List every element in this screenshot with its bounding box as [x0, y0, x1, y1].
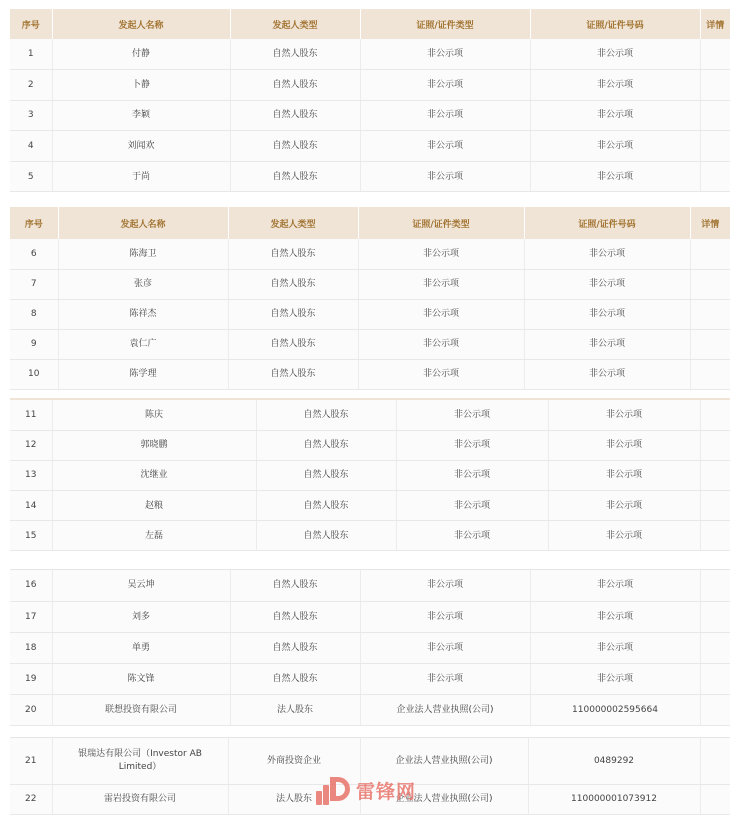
details-cell[interactable]: [690, 299, 730, 329]
details-cell[interactable]: [700, 131, 730, 162]
shareholder-type: 自然人股东: [256, 400, 396, 430]
row-index: 16: [10, 570, 52, 601]
license-number: 110000001073912: [528, 784, 700, 814]
shareholder-name: 付静: [52, 39, 230, 70]
table-row: [10, 70, 730, 101]
details-cell[interactable]: [700, 521, 730, 551]
shareholder-name: 赵粮: [52, 491, 256, 521]
row-index: 19: [10, 663, 52, 694]
details-cell[interactable]: [700, 400, 730, 430]
shareholder-name: 吴云坤: [52, 570, 230, 601]
row-index: 8: [10, 299, 58, 329]
shareholder-type: 自然人股东: [230, 161, 360, 192]
details-cell[interactable]: [700, 70, 730, 101]
table-header-row: [10, 207, 730, 239]
column-header: 证照/证件号码: [524, 207, 690, 239]
shareholder-name: 郭晓鹏: [52, 430, 256, 460]
shareholder-type: 自然人股东: [230, 570, 360, 601]
shareholder-type: 自然人股东: [228, 359, 358, 389]
table-row: [10, 632, 730, 663]
row-index: 3: [10, 100, 52, 131]
license-type: 非公示项: [358, 359, 524, 389]
table-row: [10, 601, 730, 632]
shareholder-type: 自然人股东: [256, 491, 396, 521]
shareholder-name: 沈继业: [52, 460, 256, 490]
row-index: 17: [10, 601, 52, 632]
license-type: 非公示项: [358, 239, 524, 269]
shareholder-type: 自然人股东: [228, 269, 358, 299]
shareholder-table: [10, 400, 730, 551]
license-number: 非公示项: [548, 430, 700, 460]
license-type: 非公示项: [360, 632, 530, 663]
license-number: 非公示项: [530, 161, 700, 192]
details-cell[interactable]: [700, 460, 730, 490]
row-index: 14: [10, 491, 52, 521]
row-index: 10: [10, 359, 58, 389]
table-row: [10, 39, 730, 70]
shareholder-name: 雷岩投资有限公司: [52, 784, 228, 814]
column-header: 详情: [700, 9, 730, 39]
license-type: 企业法人营业执照(公司): [360, 738, 528, 784]
table-row: [10, 430, 730, 460]
table-row: [10, 460, 730, 490]
shareholder-type: 自然人股东: [230, 601, 360, 632]
license-type: 非公示项: [396, 460, 548, 490]
shareholder-type: 外商投资企业: [228, 738, 360, 784]
license-number: 非公示项: [530, 100, 700, 131]
column-header: 发起人名称: [58, 207, 228, 239]
row-index: 4: [10, 131, 52, 162]
license-number: 非公示项: [524, 239, 690, 269]
column-header: 序号: [10, 9, 52, 39]
shareholder-type: 自然人股东: [230, 70, 360, 101]
license-type: 企业法人营业执照(公司): [360, 694, 530, 725]
row-index: 2: [10, 70, 52, 101]
shareholder-name: 单勇: [52, 632, 230, 663]
license-type: 非公示项: [358, 269, 524, 299]
shareholder-type: 自然人股东: [228, 239, 358, 269]
row-index: 20: [10, 694, 52, 725]
column-header: 序号: [10, 207, 58, 239]
table-row: [10, 239, 730, 269]
shareholder-name: 于尚: [52, 161, 230, 192]
license-number: 非公示项: [524, 359, 690, 389]
column-header: 发起人类型: [230, 9, 360, 39]
table-row: [10, 491, 730, 521]
shareholder-name: 陈祥杰: [58, 299, 228, 329]
details-cell[interactable]: [700, 601, 730, 632]
details-cell[interactable]: [700, 491, 730, 521]
table-row: [10, 400, 730, 430]
table-row: [10, 570, 730, 601]
license-number: 非公示项: [530, 70, 700, 101]
shareholder-table: [10, 207, 730, 390]
watermark-logo-icon: [316, 775, 350, 805]
row-index: 15: [10, 521, 52, 551]
table-row: [10, 329, 730, 359]
table-row: [10, 131, 730, 162]
license-type: 非公示项: [360, 161, 530, 192]
details-cell[interactable]: [690, 239, 730, 269]
details-cell[interactable]: [700, 570, 730, 601]
license-number: 非公示项: [524, 299, 690, 329]
shareholder-table: [10, 9, 730, 192]
shareholder-name: 陈文锋: [52, 663, 230, 694]
column-header: 证照/证件号码: [530, 9, 700, 39]
license-type: 非公示项: [358, 329, 524, 359]
license-type: 企业法人营业执照(公司): [360, 784, 528, 814]
license-number: 非公示项: [530, 601, 700, 632]
license-type: 非公示项: [360, 100, 530, 131]
details-cell[interactable]: [700, 632, 730, 663]
row-index: 9: [10, 329, 58, 359]
shareholder-type: 自然人股东: [230, 39, 360, 70]
license-type: 非公示项: [360, 601, 530, 632]
row-index: 21: [10, 738, 52, 784]
license-number: 非公示项: [548, 521, 700, 551]
shareholder-name: 陈海卫: [58, 239, 228, 269]
license-type: 非公示项: [358, 299, 524, 329]
license-type: 非公示项: [360, 570, 530, 601]
shareholder-type: 自然人股东: [230, 131, 360, 162]
details-cell[interactable]: [690, 329, 730, 359]
column-header: 详情: [690, 207, 730, 239]
details-cell[interactable]: [700, 663, 730, 694]
row-index: 6: [10, 239, 58, 269]
shareholder-name: 李颖: [52, 100, 230, 131]
shareholder-name: 袁仁广: [58, 329, 228, 359]
shareholder-type: 法人股东: [230, 694, 360, 725]
row-index: 22: [10, 784, 52, 814]
column-header: 发起人类型: [228, 207, 358, 239]
table-row: [10, 161, 730, 192]
license-number: 非公示项: [530, 632, 700, 663]
shareholder-type: 自然人股东: [256, 521, 396, 551]
table-row: [10, 269, 730, 299]
license-number: 非公示项: [530, 39, 700, 70]
details-cell[interactable]: [700, 430, 730, 460]
table-row: [10, 299, 730, 329]
license-type: 非公示项: [360, 70, 530, 101]
details-cell[interactable]: [700, 784, 730, 814]
shareholder-type: 法人股东: [228, 784, 360, 814]
shareholder-name: 左磊: [52, 521, 256, 551]
shareholder-type: 自然人股东: [228, 329, 358, 359]
shareholder-name: 银瑞达有限公司（Investor AB Limited）: [52, 738, 228, 784]
license-number: 非公示项: [530, 663, 700, 694]
shareholder-type: 自然人股东: [230, 100, 360, 131]
table-header-row: [10, 9, 730, 39]
license-number: 非公示项: [524, 269, 690, 299]
shareholder-table: [10, 570, 730, 726]
shareholder-name: 刘闻欢: [52, 131, 230, 162]
shareholder-name: 刘多: [52, 601, 230, 632]
license-type: 非公示项: [360, 131, 530, 162]
row-index: 5: [10, 161, 52, 192]
column-header: 发起人名称: [52, 9, 230, 39]
row-index: 11: [10, 400, 52, 430]
license-number: 非公示项: [548, 491, 700, 521]
details-cell[interactable]: [700, 738, 730, 784]
license-number: 非公示项: [530, 131, 700, 162]
table-row: [10, 521, 730, 551]
license-number: 非公示项: [530, 570, 700, 601]
row-index: 7: [10, 269, 58, 299]
details-cell[interactable]: [700, 161, 730, 192]
license-type: 非公示项: [360, 39, 530, 70]
license-type: 非公示项: [396, 400, 548, 430]
details-cell[interactable]: [700, 39, 730, 70]
table-row: [10, 694, 730, 725]
column-header: 证照/证件类型: [358, 207, 524, 239]
details-cell[interactable]: [700, 694, 730, 725]
license-number: 非公示项: [548, 400, 700, 430]
shareholder-name: 陈庆: [52, 400, 256, 430]
table-row: [10, 663, 730, 694]
shareholder-type: 自然人股东: [230, 632, 360, 663]
details-cell[interactable]: [700, 100, 730, 131]
shareholder-type: 自然人股东: [228, 299, 358, 329]
license-type: 非公示项: [396, 521, 548, 551]
license-number: 非公示项: [548, 460, 700, 490]
shareholder-name: 陈学理: [58, 359, 228, 389]
license-number: 非公示项: [524, 329, 690, 359]
shareholder-name: 联想投资有限公司: [52, 694, 230, 725]
details-cell[interactable]: [690, 269, 730, 299]
license-type: 非公示项: [396, 491, 548, 521]
shareholder-type: 自然人股东: [230, 663, 360, 694]
watermark: [316, 770, 426, 810]
shareholder-name: 卜静: [52, 70, 230, 101]
license-type: 非公示项: [396, 430, 548, 460]
row-index: 12: [10, 430, 52, 460]
license-type: 非公示项: [360, 663, 530, 694]
column-header: 证照/证件类型: [360, 9, 530, 39]
shareholder-type: 自然人股东: [256, 430, 396, 460]
table-row: [10, 359, 730, 389]
license-number: 110000002595664: [530, 694, 700, 725]
watermark-text: 雷锋网: [356, 780, 417, 803]
table-row: [10, 100, 730, 131]
shareholder-name: 张彦: [58, 269, 228, 299]
row-index: 18: [10, 632, 52, 663]
shareholder-type: 自然人股东: [256, 460, 396, 490]
row-index: 1: [10, 39, 52, 70]
row-index: 13: [10, 460, 52, 490]
details-cell[interactable]: [690, 359, 730, 389]
license-number: 0489292: [528, 738, 700, 784]
